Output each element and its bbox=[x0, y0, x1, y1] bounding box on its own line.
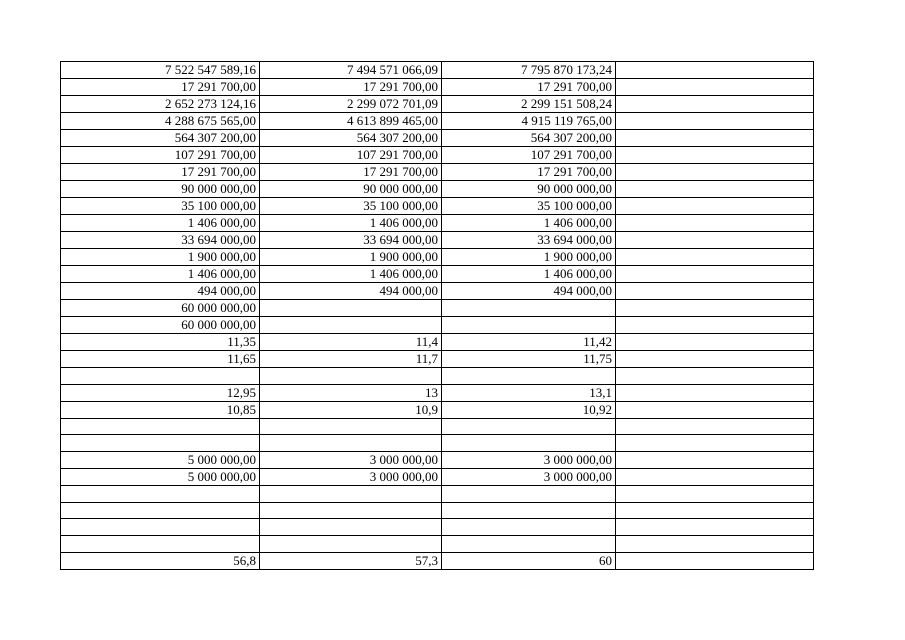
table-row bbox=[61, 486, 814, 503]
table-cell-col-1: 1 900 000,00 bbox=[61, 249, 260, 266]
table-cell-col-4 bbox=[616, 215, 814, 232]
table-cell-col-3: 3 000 000,00 bbox=[442, 469, 616, 486]
table-cell-col-3 bbox=[442, 418, 616, 435]
table-cell-col-1: 107 291 700,00 bbox=[61, 147, 260, 164]
table-cell-col-2: 33 694 000,00 bbox=[260, 232, 442, 249]
table-cell-col-1: 11,65 bbox=[61, 351, 260, 368]
table-cell-col-2 bbox=[260, 486, 442, 503]
table-row bbox=[61, 147, 814, 164]
table-cell-col-4 bbox=[616, 401, 814, 418]
table-cell-col-4 bbox=[616, 384, 814, 401]
table-cell-col-3: 17 291 700,00 bbox=[442, 79, 616, 96]
table-cell-col-3: 564 307 200,00 bbox=[442, 130, 616, 147]
table-body bbox=[61, 62, 814, 570]
table-cell-col-1 bbox=[61, 435, 260, 452]
table-row bbox=[61, 130, 814, 147]
table-row bbox=[61, 401, 814, 418]
table-row bbox=[61, 249, 814, 266]
table-cell-col-2: 11,4 bbox=[260, 334, 442, 351]
table-row bbox=[61, 232, 814, 249]
table-cell-col-3: 11,75 bbox=[442, 351, 616, 368]
table-cell-col-3: 60 bbox=[442, 552, 616, 569]
table-cell-col-4 bbox=[616, 435, 814, 452]
table-row bbox=[61, 113, 814, 130]
table-cell-col-2: 3 000 000,00 bbox=[260, 452, 442, 469]
table-cell-col-1: 7 522 547 589,16 bbox=[61, 62, 260, 79]
table-cell-col-4 bbox=[616, 181, 814, 198]
table-cell-col-4 bbox=[616, 62, 814, 79]
table-cell-col-2: 564 307 200,00 bbox=[260, 130, 442, 147]
table-cell-col-3 bbox=[442, 536, 616, 553]
table-cell-col-1: 17 291 700,00 bbox=[61, 79, 260, 96]
table-cell-col-4 bbox=[616, 147, 814, 164]
table-cell-col-3: 1 900 000,00 bbox=[442, 249, 616, 266]
table-cell-col-3: 107 291 700,00 bbox=[442, 147, 616, 164]
table-row bbox=[61, 536, 814, 553]
table-row bbox=[61, 351, 814, 368]
table-cell-col-1: 5 000 000,00 bbox=[61, 452, 260, 469]
table-cell-col-2 bbox=[260, 502, 442, 519]
table-row bbox=[61, 181, 814, 198]
table-cell-col-3: 494 000,00 bbox=[442, 283, 616, 300]
table-row bbox=[61, 368, 814, 385]
table-cell-col-2: 107 291 700,00 bbox=[260, 147, 442, 164]
table-cell-col-2: 1 406 000,00 bbox=[260, 266, 442, 283]
table-row bbox=[61, 502, 814, 519]
table-cell-col-4 bbox=[616, 418, 814, 435]
table-cell-col-2: 13 bbox=[260, 384, 442, 401]
table-cell-col-3 bbox=[442, 502, 616, 519]
table-cell-col-4 bbox=[616, 469, 814, 486]
table-cell-col-2: 17 291 700,00 bbox=[260, 164, 442, 181]
table-cell-col-2 bbox=[260, 300, 442, 317]
table-cell-col-1: 33 694 000,00 bbox=[61, 232, 260, 249]
table-row bbox=[61, 317, 814, 334]
table-cell-col-3 bbox=[442, 435, 616, 452]
table-cell-col-1 bbox=[61, 418, 260, 435]
table-row bbox=[61, 283, 814, 300]
table-cell-col-1 bbox=[61, 486, 260, 503]
table-cell-col-3: 10,92 bbox=[442, 401, 616, 418]
table-cell-col-2: 1 406 000,00 bbox=[260, 215, 442, 232]
table-cell-col-3 bbox=[442, 486, 616, 503]
table-cell-col-1: 56,8 bbox=[61, 552, 260, 569]
table-cell-col-2: 90 000 000,00 bbox=[260, 181, 442, 198]
table-row bbox=[61, 452, 814, 469]
table-cell-col-4 bbox=[616, 96, 814, 113]
table-cell-col-4 bbox=[616, 486, 814, 503]
table-cell-col-4 bbox=[616, 164, 814, 181]
table-cell-col-3: 7 795 870 173,24 bbox=[442, 62, 616, 79]
table-row bbox=[61, 266, 814, 283]
table-row bbox=[61, 435, 814, 452]
table-cell-col-4 bbox=[616, 249, 814, 266]
table-row bbox=[61, 164, 814, 181]
table-cell-col-2: 17 291 700,00 bbox=[260, 79, 442, 96]
table-cell-col-2 bbox=[260, 418, 442, 435]
table-row bbox=[61, 418, 814, 435]
table-row bbox=[61, 96, 814, 113]
table-cell-col-2: 4 613 899 465,00 bbox=[260, 113, 442, 130]
table-cell-col-1 bbox=[61, 519, 260, 536]
table-cell-col-2: 3 000 000,00 bbox=[260, 469, 442, 486]
table-cell-col-2 bbox=[260, 317, 442, 334]
table-cell-col-3: 2 299 151 508,24 bbox=[442, 96, 616, 113]
table-cell-col-3: 13,1 bbox=[442, 384, 616, 401]
document-table-container bbox=[60, 61, 813, 570]
budget-table bbox=[60, 61, 814, 570]
table-cell-col-1: 60 000 000,00 bbox=[61, 300, 260, 317]
table-row bbox=[61, 300, 814, 317]
table-cell-col-3 bbox=[442, 368, 616, 385]
table-cell-col-3: 1 406 000,00 bbox=[442, 215, 616, 232]
table-cell-col-1: 4 288 675 565,00 bbox=[61, 113, 260, 130]
table-cell-col-2 bbox=[260, 368, 442, 385]
table-cell-col-1: 2 652 273 124,16 bbox=[61, 96, 260, 113]
table-cell-col-4 bbox=[616, 351, 814, 368]
table-cell-col-4 bbox=[616, 130, 814, 147]
table-row bbox=[61, 384, 814, 401]
table-row bbox=[61, 215, 814, 232]
table-row bbox=[61, 552, 814, 569]
table-cell-col-3: 3 000 000,00 bbox=[442, 452, 616, 469]
table-cell-col-4 bbox=[616, 502, 814, 519]
table-cell-col-1: 12,95 bbox=[61, 384, 260, 401]
table-cell-col-3: 4 915 119 765,00 bbox=[442, 113, 616, 130]
table-cell-col-4 bbox=[616, 334, 814, 351]
table-cell-col-4 bbox=[616, 536, 814, 553]
table-cell-col-1 bbox=[61, 368, 260, 385]
table-row bbox=[61, 334, 814, 351]
table-cell-col-4 bbox=[616, 519, 814, 536]
table-cell-col-4 bbox=[616, 368, 814, 385]
table-cell-col-1: 1 406 000,00 bbox=[61, 266, 260, 283]
table-cell-col-1: 35 100 000,00 bbox=[61, 198, 260, 215]
table-cell-col-3 bbox=[442, 300, 616, 317]
table-cell-col-2: 494 000,00 bbox=[260, 283, 442, 300]
table-cell-col-1 bbox=[61, 536, 260, 553]
table-cell-col-3 bbox=[442, 317, 616, 334]
table-row bbox=[61, 519, 814, 536]
table-cell-col-4 bbox=[616, 198, 814, 215]
table-row bbox=[61, 62, 814, 79]
table-cell-col-1: 494 000,00 bbox=[61, 283, 260, 300]
table-cell-col-2: 2 299 072 701,09 bbox=[260, 96, 442, 113]
table-cell-col-3 bbox=[442, 519, 616, 536]
table-cell-col-1: 11,35 bbox=[61, 334, 260, 351]
table-cell-col-4 bbox=[616, 266, 814, 283]
table-cell-col-3: 11,42 bbox=[442, 334, 616, 351]
table-cell-col-2 bbox=[260, 435, 442, 452]
table-cell-col-4 bbox=[616, 113, 814, 130]
table-cell-col-1: 564 307 200,00 bbox=[61, 130, 260, 147]
table-cell-col-1: 1 406 000,00 bbox=[61, 215, 260, 232]
table-cell-col-4 bbox=[616, 232, 814, 249]
table-row bbox=[61, 469, 814, 486]
table-cell-col-2: 11,7 bbox=[260, 351, 442, 368]
table-cell-col-3: 1 406 000,00 bbox=[442, 266, 616, 283]
table-cell-col-3: 35 100 000,00 bbox=[442, 198, 616, 215]
table-cell-col-4 bbox=[616, 452, 814, 469]
table-cell-col-1: 10,85 bbox=[61, 401, 260, 418]
table-cell-col-4 bbox=[616, 79, 814, 96]
table-cell-col-2: 57,3 bbox=[260, 552, 442, 569]
table-cell-col-2: 1 900 000,00 bbox=[260, 249, 442, 266]
table-cell-col-4 bbox=[616, 317, 814, 334]
table-cell-col-4 bbox=[616, 300, 814, 317]
table-cell-col-2: 7 494 571 066,09 bbox=[260, 62, 442, 79]
table-cell-col-1 bbox=[61, 502, 260, 519]
table-row bbox=[61, 198, 814, 215]
table-cell-col-3: 90 000 000,00 bbox=[442, 181, 616, 198]
table-cell-col-1: 60 000 000,00 bbox=[61, 317, 260, 334]
table-cell-col-3: 33 694 000,00 bbox=[442, 232, 616, 249]
table-cell-col-1: 90 000 000,00 bbox=[61, 181, 260, 198]
table-row bbox=[61, 79, 814, 96]
table-cell-col-2 bbox=[260, 536, 442, 553]
table-cell-col-4 bbox=[616, 283, 814, 300]
table-cell-col-2 bbox=[260, 519, 442, 536]
table-cell-col-1: 5 000 000,00 bbox=[61, 469, 260, 486]
table-cell-col-4 bbox=[616, 552, 814, 569]
table-cell-col-2: 35 100 000,00 bbox=[260, 198, 442, 215]
table-cell-col-3: 17 291 700,00 bbox=[442, 164, 616, 181]
table-cell-col-1: 17 291 700,00 bbox=[61, 164, 260, 181]
table-cell-col-2: 10,9 bbox=[260, 401, 442, 418]
